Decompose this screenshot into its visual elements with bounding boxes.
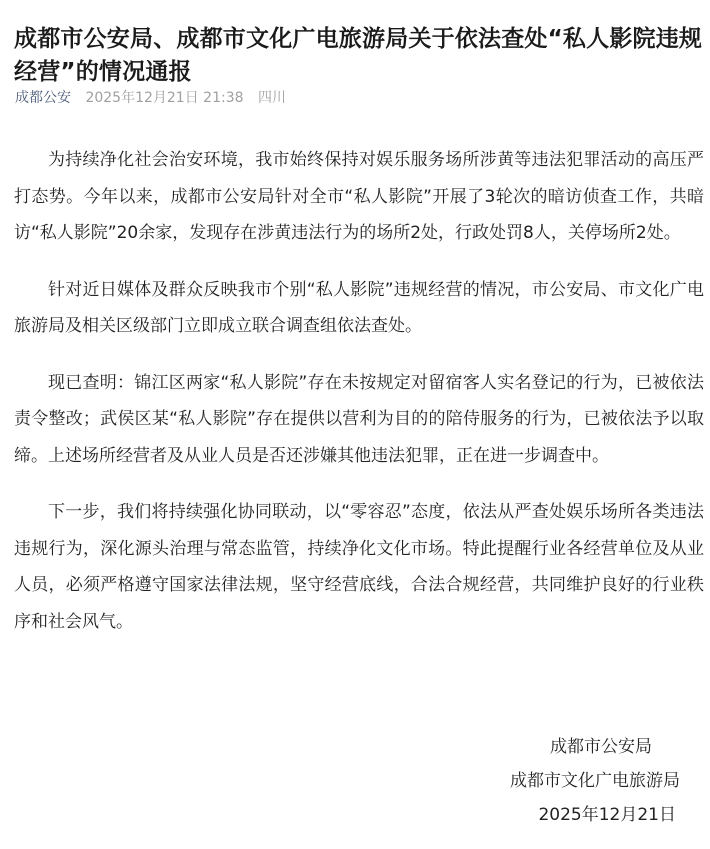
article-title: 成都市公安局、成都市文化广电旅游局关于依法查处“私人影院违规经营”的情况通报 (14, 26, 703, 86)
signature-block (510, 730, 680, 832)
paragraph: 下一步，我们将持续强化协同联动，以“零容忍”态度，依法从严查处娱乐场所各类违法违规行为，深化源头治理与常态监管，持续净化文化市场。特此提醒行业各经营单位及从业人员，必须严格遵守国家法律法规，坚守经营底线，合法合规经营，共同维护良好的行业秩序和社会风气。 (14, 502, 704, 632)
signature-org-culture: 成都市文化广电旅游局 (510, 771, 680, 791)
publish-time: 2025年12月21日 21:38 (85, 90, 244, 106)
article-meta (15, 88, 286, 108)
signature-date: 2025年12月21日 (538, 805, 676, 825)
location: 四川 (257, 90, 286, 106)
signature-org-police: 成都市公安局 (550, 737, 652, 757)
paragraph: 为持续净化社会治安环境，我市始终保持对娱乐服务场所涉黄等违法犯罪活动的高压严打态势。今年以来，成都市公安局针对全市“私人影院”开展了3轮次的暗访侦查工作，共暗访“私人影院”20余家，发现存在涉黄违法行为的场所2处，行政处罚8人，关停场所2处。 (14, 150, 704, 243)
paragraph: 现已查明：锦江区两家“私人影院”存在未按规定对留宿客人实名登记的行为，已被依法责令整改；武侯区某“私人影院”存在提供以营利为目的的陪侍服务的行为，已被依法予以取缔。上述场所经营者及从业人员是否还涉嫌其他违法犯罪，正在进一步调查中。 (14, 372, 704, 466)
source-link[interactable]: 成都公安 (15, 90, 71, 106)
paragraph: 针对近日媒体及群众反映我市个别“私人影院”违规经营的情况，市公安局、市文化广电旅游局及相关区级部门立即成立联合调查组依法查处。 (14, 279, 704, 336)
article-body (14, 142, 704, 660)
